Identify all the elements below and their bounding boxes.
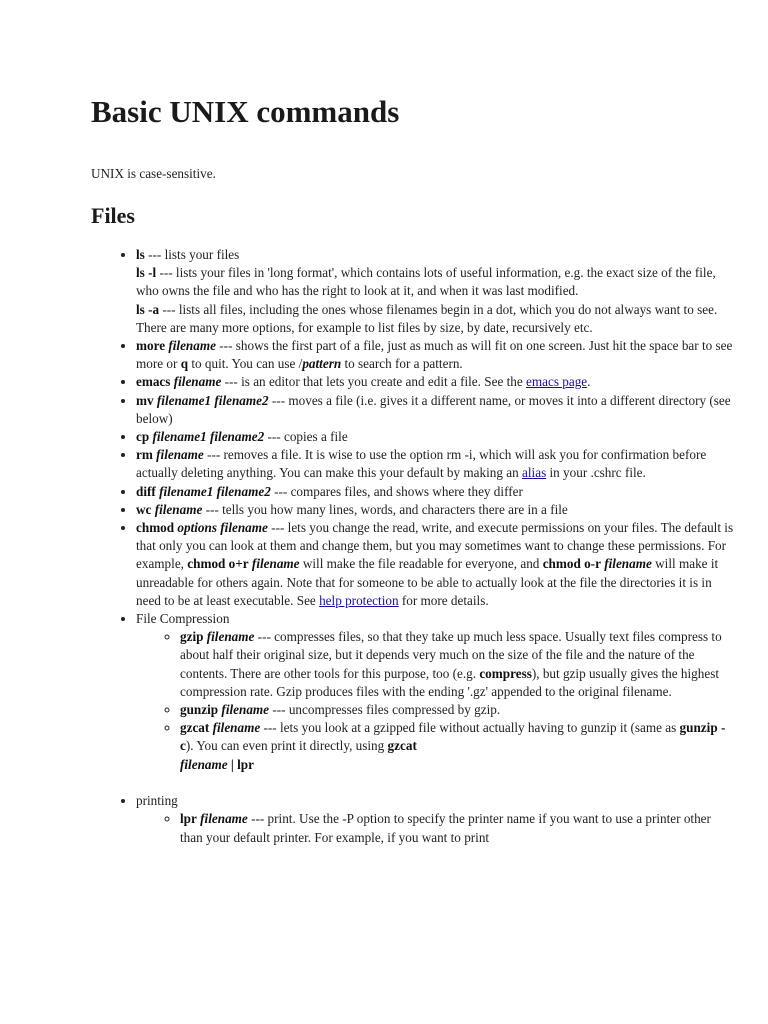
help-protection-link[interactable]: help protection (319, 592, 399, 608)
command-name: chmod (136, 520, 175, 536)
list-item-lpr: ◦ lpr filename --- print. Use the -P option to specify the printer name if you want to use a printer other than your default printer. For example, if you want to print (180, 810, 736, 846)
command-arg: filename (206, 629, 255, 645)
command-name: gzip (180, 629, 204, 645)
intro-text: UNIX is case-sensitive. (91, 166, 216, 181)
compression-sublist (136, 628, 736, 792)
list-item-ls: • ls --- lists your files ls -l --- lists your files in 'long format', which contains lots of useful information, e.g. the exact size of the file, who owns the file and who has the right to look at it, and when it was last modified. ls -a --- lists all files, including the ones whose filenames begin in a dot, which you do not always want to see. There are many more options, for example to list files by size, by date, recursively etc. (136, 246, 736, 337)
list-item-cp: • cp filename1 filename2 --- copies a file (136, 428, 736, 446)
command-name: ls (136, 247, 145, 262)
emacs-page-link[interactable]: emacs page (526, 374, 588, 390)
list-item-mv: • mv filename1 filename2 --- moves a file (i.e. gives it a different name, or moves it into a different directory (see below) (136, 392, 736, 428)
command-arg: filename (173, 374, 222, 390)
alias-link[interactable]: alias (522, 465, 547, 481)
command-arg: options filename (177, 520, 268, 536)
command-name: diff (136, 483, 156, 499)
section-heading-files: Files (91, 203, 135, 228)
command-name: gzcat (180, 720, 210, 736)
list-item-rm: • rm filename --- removes a file. It is wise to use the option rm -i, which will ask you for confirmation before actually deleting anything. You can make this your default by making an alias in your .cshrc file. (136, 446, 736, 482)
command-name: ls -a (136, 301, 160, 317)
command-arg: filename (168, 338, 216, 354)
page-title: Basic UNIX commands (91, 94, 400, 129)
printing-sublist (136, 810, 736, 846)
command-name: wc (136, 501, 152, 517)
list-item-gzcat: ◦ gzcat filename --- lets you look at a gzipped file without actually having to gunzip it (same as gunzip -c). You can even print it directly, using gzcat filename | lpr (180, 719, 736, 792)
list-item-more: • more filename --- shows the first part of a file, just as much as will fit on one screen. Just hit the space bar to see more or q to quit. You can use /pattern to search for a pattern. (136, 337, 736, 373)
command-arg: filename1 filename2 (156, 392, 269, 408)
command-name: cp (136, 429, 150, 445)
list-item-gunzip: ◦ gunzip filename --- uncompresses files compressed by gzip. (180, 701, 736, 719)
list-item-printing: • printing ◦ lpr filename --- print. Use the -P option to specify the printer name if you want to use a printer other than your default printer. For example, if you want to print (136, 792, 736, 847)
command-arg: filename1 filename2 (152, 429, 265, 445)
command-name: gunzip (180, 702, 219, 718)
command-name: emacs (136, 374, 171, 390)
command-arg: filename (156, 447, 204, 463)
list-item-emacs: • emacs filename --- is an editor that lets you create and edit a file. See the emacs page. (136, 373, 736, 391)
command-name: rm (136, 447, 153, 463)
command-name: more (136, 338, 166, 354)
list-item-file-compression: • File Compression ◦ gzip filename --- compresses files, so that they take up much less space. Usually text files compress to about half their original size, but it depends very much on the size of the file and the nature of the contents. There are other tools for this purpose, too (e.g. compress), but gzip usually gives the highest compression rate. Gzip produces files with the ending '.gz' appended to the original filename. ◦ gunzip filename --- uncompresses files compressed by gzip. ◦ gzcat filename --- lets you look at a gzipped file without actually having to gunzip it (same as gunzip -c). You can even print it directly, using gzcat filename | lpr (136, 610, 736, 792)
command-arg: filename (154, 501, 203, 517)
list-item-wc: • wc filename --- tells you how many lines, words, and characters there are in a file (136, 501, 736, 519)
command-arg: filename1 filename2 (159, 483, 271, 499)
command-name: mv (136, 392, 154, 408)
command-arg: filename (221, 702, 270, 718)
command-arg: filename (200, 811, 248, 827)
command-name: ls -l (136, 265, 157, 281)
list-item-diff: • diff filename1 filename2 --- compares files, and shows where they differ (136, 483, 736, 501)
command-arg: filename (212, 720, 261, 736)
command-list (91, 246, 736, 847)
list-item-gzip: ◦ gzip filename --- compresses files, so that they take up much less space. Usually text files compress to about half their original size, but it depends very much on the size of the file and the nature of the contents. There are other tools for this purpose, too (e.g. compress), but gzip usually gives the highest compression rate. Gzip produces files with the ending '.gz' appended to the original filename. (180, 628, 736, 701)
list-item-chmod: • chmod options filename --- lets you change the read, write, and execute permissions on your files. The default is that only you can look at them and change them, but you may sometimes want to change these permissions. For example, chmod o+r filename will make the file readable for everyone, and chmod o-r filename will make it unreadable for others again. Note that for someone to be able to actually look at the file the directories it is in need to be at least executable. See help protection for more details. (136, 519, 736, 610)
command-name: lpr (180, 811, 197, 827)
